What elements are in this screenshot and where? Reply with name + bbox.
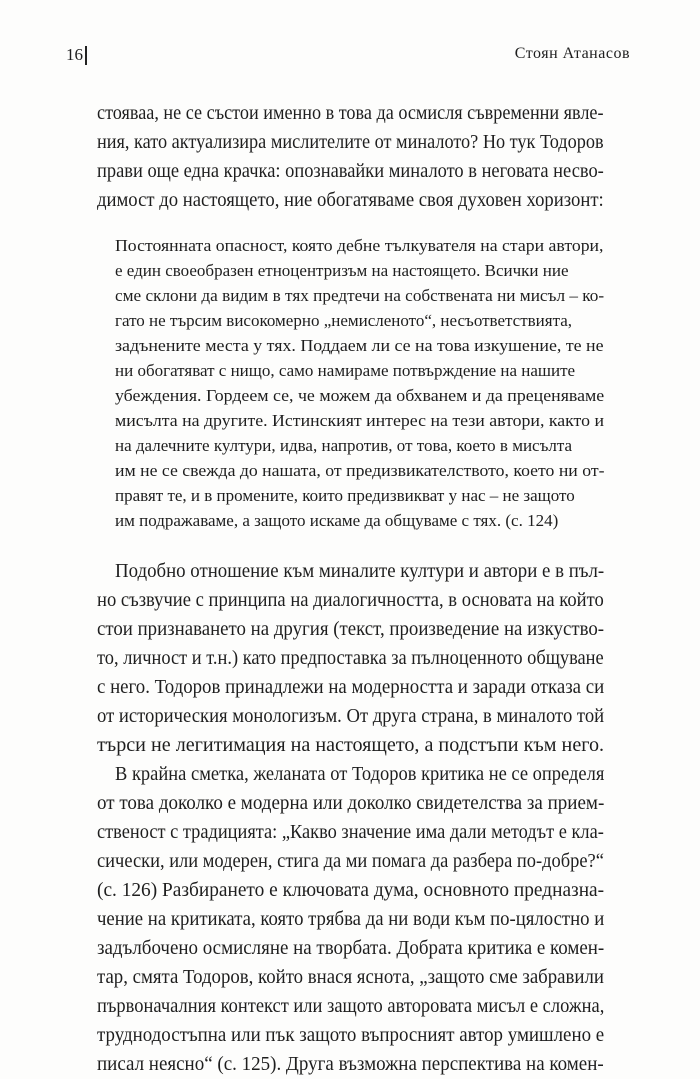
quote-line: на далечните култури, идва, напротив, от това, което в мисълта xyxy=(115,436,573,455)
text-line: то, личност и т.н.) като предпоставка за пълноценното общуване xyxy=(97,647,604,669)
quote-line: задънените места у тях. Поддаем ли се на това изкушение, те не xyxy=(115,336,604,355)
header-separator xyxy=(85,46,87,65)
text-line: Подобно отношение към миналите култури и автори е в пъл- xyxy=(115,560,605,582)
text-line: сически, или модерен, стига да ми помага да разбера по-добре?“ xyxy=(97,850,604,872)
text-line: стои признаването на другия (текст, произведение на изкуство- xyxy=(97,618,605,640)
quote-line: гато не търсим високомерно „немисленото“, несъответствията, xyxy=(115,311,572,330)
text-line: чение на критиката, която трябва да ни води към по-цялостно и xyxy=(97,908,605,930)
text-line: (с. 126) Разбирането е ключовата дума, основното предназна- xyxy=(97,879,605,901)
text-line: ственост с традицията: „Какво значение има дали методът е кла- xyxy=(97,821,604,843)
text-line: димост до настоящето, ние обогатяваме своя духовен хоризонт: xyxy=(97,189,604,211)
quote-line: правят те, и в промените, които предизвикват у нас – не защото xyxy=(115,486,575,505)
quote-line: им подражаваме, а защото искаме да общуваме с тях. (с. 124) xyxy=(115,511,559,530)
quote-line: ни обогатяват с нищо, само намираме потвърждение на нашите xyxy=(115,361,576,380)
quote-line: мисълта на другите. Истинският интерес на тези автори, както и xyxy=(115,411,604,430)
text-line: ния, като актуализира мислителите от миналото? Но тук Тодоров xyxy=(97,131,604,153)
running-head-author: Стоян Атанасов xyxy=(514,45,630,62)
quote-line: е един своеобразен етноцентризъм на настоящето. Всички ние xyxy=(115,261,569,280)
quote-line: сме склони да видим в тях предтечи на собствената ни мисъл – ко- xyxy=(115,286,605,305)
quote-line: им не се свежда до нашата, от предизвикателството, което ни от- xyxy=(115,461,605,480)
text-line: от това доколко е модерна или доколко свидетелства за прием- xyxy=(97,792,605,814)
text-line: В крайна сметка, желаната от Тодоров критика не се определя xyxy=(115,763,605,785)
text-line: търси не легитимация на настоящето, а подстъпи към него. xyxy=(97,734,605,756)
text-line: но съзвучие с принципа на диалогичността, в основата на който xyxy=(97,589,604,611)
quote-line: Постоянната опасност, която дебне тълкувателя на стари автори, xyxy=(115,236,604,255)
quote-line: убеждения. Гордеем се, че можем да обхванем и да преценяваме xyxy=(115,386,605,405)
text-line: прави още една крачка: опознавайки миналото в неговата несво- xyxy=(97,160,604,182)
text-line: с него. Тодоров принадлежи на модерността и заради отказа си xyxy=(97,676,605,698)
text-line: писал неясно“ (с. 125). Друга възможна перспектива на комен- xyxy=(97,1053,604,1075)
text-line: тар, смята Тодоров, който внася яснота, „защото сме забравили xyxy=(97,966,604,988)
text-line: първоначалния контекст или защото авторовата мисъл е сложна, xyxy=(97,995,605,1017)
text-line: от историческия монологизъм. От друга страна, в миналото той xyxy=(97,705,605,727)
text-line: труднодостъпна или пък защото въпросният автор умишлено е xyxy=(97,1024,605,1046)
page-header xyxy=(0,45,700,69)
text-line: стояваа, не се състои именно в това да осмисля съвременни явле- xyxy=(97,102,604,124)
text-line: задълбочено осмисляне на творбата. Добрата критика е комен- xyxy=(97,937,605,959)
page-number: 16 xyxy=(66,45,83,64)
